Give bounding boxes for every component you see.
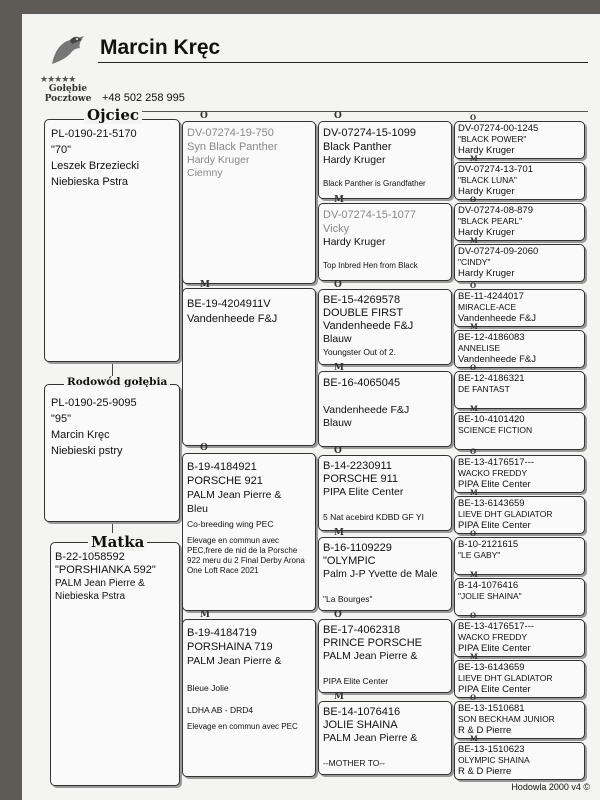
g3-7-breeder: PALM Jean Pierre & [323, 650, 418, 662]
g4-3-name: "BLACK PEARL" [458, 216, 523, 226]
g4-8-name: SCIENCE FICTION [458, 425, 533, 435]
g3-3-name: DOUBLE FIRST [323, 307, 404, 319]
g2-box-4[interactable] [182, 619, 316, 777]
header-rule-2 [98, 111, 588, 112]
header-rule [98, 62, 588, 63]
g4-9-breeder: PIPA Elite Center [458, 479, 531, 490]
g3-1-note: Black Panther is Grandfather [323, 179, 426, 188]
g4-3-male-symbol: O [470, 195, 477, 204]
g4-15-breeder: R & D Pierre [458, 725, 512, 736]
g3-3-note: Youngster Out of 2. [323, 347, 396, 357]
g4-4-name: "CINDY" [458, 257, 491, 267]
g4-3-breeder: Hardy Kruger [458, 227, 515, 238]
g4-6-name: ANNELISE [458, 343, 501, 353]
g3-box-8[interactable] [318, 701, 452, 775]
g4-13-ring: BE-13-4176517--- [458, 621, 535, 632]
g3-box-3[interactable] [318, 289, 452, 365]
eagle-logo [34, 34, 98, 104]
g3-5-ring: B-14-2230911 [323, 460, 392, 472]
g4-15-name: SON BECKHAM JUNIOR [458, 714, 555, 724]
g4-14-name: LIEVE DHT GLADIATOR [458, 673, 553, 683]
g4-13-breeder: PIPA Elite Center [458, 643, 531, 654]
g4-15-ring: BE-13-1510681 [458, 703, 525, 714]
g3-5-breeder: PIPA Elite Center [323, 486, 404, 498]
logo-text-line-2: Pocztowe [44, 94, 92, 104]
g2-4-breeder: PALM Jean Pierre & [187, 655, 282, 667]
g4-10-female-symbol: M [470, 488, 478, 497]
g3-3-breeder: Vandenheede F&J [323, 320, 414, 332]
g2-4-name: PORSHAINA 719 [187, 641, 273, 653]
g3-4-color: Blauw [323, 417, 352, 429]
g2-1-breeder: Hardy Kruger [187, 154, 250, 166]
g4-7-ring: BE-12-4186321 [458, 373, 525, 384]
g3-5-note: 5 Nat acebird KDBD GF YI [323, 512, 424, 522]
g4-4-female-symbol: M [470, 236, 478, 245]
sire-box[interactable] [44, 119, 180, 362]
g2-2-female-symbol: M [200, 280, 210, 290]
g3-2-name: Vicky [323, 223, 350, 235]
g4-9-ring: BE-13-4176517--- [458, 457, 535, 468]
g4-12-female-symbol: M [470, 570, 478, 579]
g2-1-name: Syn Black Panther [187, 141, 278, 153]
g3-7-note: PIPA Elite Center [323, 676, 389, 686]
g3-4-breeder: Vandenheede F&J [323, 404, 410, 416]
g3-box-4[interactable] [318, 371, 452, 447]
g4-13-male-symbol: O [470, 611, 477, 620]
g4-8-female-symbol: M [470, 404, 478, 413]
owner-name: Marcin Kręc [100, 36, 221, 59]
g4-3-ring: DV-07274-08-879 [458, 205, 533, 216]
g2-box-2[interactable] [182, 288, 316, 446]
g4-16-breeder: R & D Pierre [458, 766, 512, 777]
dam-name: "PORSHIANKA 592" [55, 564, 156, 576]
g4-5-male-symbol: O [470, 281, 477, 290]
g4-10-ring: BE-13-6143659 [458, 498, 525, 509]
g4-1-breeder: Hardy Kruger [458, 145, 515, 156]
g2-3-ring: B-19-4184921 [187, 461, 257, 473]
g4-11-male-symbol: O [470, 529, 477, 538]
g3-7-male-symbol: O [334, 610, 342, 620]
g3-3-male-symbol: O [334, 280, 342, 290]
g4-16-female-symbol: M [470, 734, 478, 743]
g3-5-male-symbol: O [334, 446, 342, 456]
g3-2-note: Top Inbred Hen from Black [323, 261, 418, 270]
g2-4-ring: B-19-4184719 [187, 627, 257, 639]
g2-3-breeder: PALM Jean Pierre & [187, 489, 282, 501]
g3-1-breeder: Hardy Kruger [323, 154, 386, 166]
g3-6-ring: B-16-1109229 [323, 542, 392, 554]
g4-11-ring: B-10-2121615 [458, 539, 519, 550]
g2-2-breeder: Vandenheede F&J [187, 313, 278, 325]
g3-2-ring: DV-07274-15-1077 [323, 209, 416, 221]
eagle-icon [48, 34, 88, 68]
g4-5-name: MIRACLE-ACE [458, 302, 517, 312]
g4-5-ring: BE-11-4244017 [458, 291, 524, 302]
g2-4-color: Bleue Jolie [187, 683, 229, 693]
g3-box-6[interactable] [318, 537, 452, 611]
g4-14-breeder: PIPA Elite Center [458, 684, 531, 695]
g4-10-name: LIEVE DHT GLADIATOR [458, 509, 553, 519]
g3-8-breeder: PALM Jean Pierre & [323, 732, 418, 744]
g4-16-ring: BE-13-1510623 [458, 744, 525, 755]
g3-6-female-symbol: M [334, 528, 344, 538]
subject-label: Rodowód gołębia [64, 376, 170, 388]
g2-3-color: Bleu [187, 503, 209, 515]
stars-icon: ★★★★★ [40, 74, 76, 84]
g3-box-7[interactable] [318, 619, 452, 693]
g3-6-name: "OLYMPIC [323, 555, 376, 567]
g4-13-name: WACKO FREDDY [458, 632, 528, 642]
connector-g2-b [316, 340, 317, 420]
g4-12-ring: B-14-1076416 [458, 580, 519, 591]
g4-6-female-symbol: M [470, 322, 478, 331]
g4-9-male-symbol: O [470, 447, 477, 456]
g3-box-5[interactable] [318, 455, 452, 531]
g3-2-female-symbol: M [334, 195, 344, 205]
g2-1-male-symbol: O [200, 111, 208, 121]
g4-4-breeder: Hardy Kruger [458, 268, 515, 279]
g3-1-male-symbol: O [334, 111, 342, 121]
g2-3-male-symbol: O [200, 443, 208, 453]
g2-1-color: Ciemny [187, 167, 223, 179]
g4-1-male-symbol: O [470, 113, 477, 122]
owner-phone: +48 502 258 995 [102, 92, 185, 104]
g4-5-breeder: Vandenheede F&J [458, 313, 536, 324]
g3-6-note: "La Bourges" [323, 594, 373, 604]
dam-color: Niebieska Pstra [55, 591, 126, 602]
g4-11-name: "LE GABY" [458, 550, 501, 560]
footer-version: Hodowla 2000 v4 © [511, 782, 590, 792]
subject-owner: Marcin Kręc [51, 429, 110, 441]
subject-name: "95" [51, 413, 72, 425]
sire-color: Niebieska Pstra [51, 176, 129, 188]
subject-ring: PL-0190-25-9095 [51, 397, 137, 409]
g4-14-female-symbol: M [470, 652, 478, 661]
g4-2-ring: DV-07274-13-701 [458, 164, 533, 175]
subject-box[interactable] [44, 384, 180, 522]
g3-4-ring: BE-16-4065045 [323, 377, 401, 389]
logo-text-line-1: Gołębie [48, 84, 88, 94]
dam-box[interactable] [50, 542, 180, 786]
g4-2-female-symbol: M [470, 154, 478, 163]
g3-7-name: PRINCE PORSCHE [323, 637, 423, 649]
g2-4-female-symbol: M [200, 610, 210, 620]
g4-box-16[interactable] [454, 742, 585, 780]
g4-box-8[interactable] [454, 412, 585, 450]
g3-box-2[interactable] [318, 203, 452, 281]
g4-8-ring: BE-10-4101420 [458, 414, 525, 425]
connector-g2-a [316, 175, 317, 275]
g4-1-name: "BLACK POWER" [458, 134, 527, 144]
g3-8-ring: BE-14-1076416 [323, 706, 401, 718]
g3-8-note: --MOTHER TO-- [323, 758, 386, 768]
sire-breeder: Leszek Brzeziecki [51, 160, 140, 172]
g4-4-ring: DV-07274-09-2060 [458, 246, 539, 257]
g2-4-dna: LDHA AB - DRD4 [187, 705, 254, 715]
g3-6-breeder: Palm J-P Yvette de Male [323, 568, 438, 580]
g2-box-1[interactable] [182, 121, 316, 284]
g4-1-ring: DV-07274-00-1245 [458, 123, 539, 134]
g2-3-name: PORSCHE 921 [187, 475, 263, 487]
g4-6-ring: BE-12-4186083 [458, 332, 525, 343]
sire-label: Ojciec [84, 106, 142, 124]
g2-3-info: Co-breeding wing PEC [187, 519, 274, 529]
dam-ring: B-22-1058592 [55, 551, 125, 563]
g4-12-name: "JOLIE SHAINA" [458, 591, 522, 601]
g4-2-name: "BLACK LUNA" [458, 175, 517, 185]
dam-label: Matka [88, 533, 147, 551]
dam-breeder: PALM Jean Pierre & [55, 578, 145, 589]
g2-4-note: Elevage en commun avec PEC [187, 722, 298, 731]
g3-box-1[interactable] [318, 121, 452, 199]
g3-1-name: Black Panther [323, 141, 392, 153]
g3-3-color: Blauw [323, 333, 352, 345]
g2-box-3[interactable] [182, 453, 316, 611]
connector-g2-c [316, 490, 317, 570]
subject-color: Niebieski pstry [51, 445, 123, 457]
connector-g2-d [316, 660, 317, 740]
g3-3-ring: BE-15-4269578 [323, 294, 401, 306]
sire-name: "70" [51, 144, 72, 156]
g2-2-ring: BE-19-4204911V [187, 298, 271, 310]
sire-ring: PL-0190-21-5170 [51, 128, 137, 140]
g4-7-male-symbol: O [470, 363, 477, 372]
g3-2-breeder: Hardy Kruger [323, 236, 386, 248]
g2-3-note: Elevage en commun avec PEC,frere de nid de la Porsche 922 meru du 2 Final Derby Arona One Loft Race 2021 [187, 536, 305, 575]
g3-5-name: PORSCHE 911 [323, 473, 398, 485]
g3-8-name: JOLIE SHAINA [323, 719, 398, 731]
g4-10-breeder: PIPA Elite Center [458, 520, 531, 531]
g4-7-name: DE FANTAST [458, 384, 510, 394]
g4-15-male-symbol: O [470, 693, 477, 702]
g3-7-ring: BE-17-4062318 [323, 624, 401, 636]
g2-1-ring: DV-07274-19-750 [187, 127, 274, 139]
g3-8-female-symbol: M [334, 692, 344, 702]
g4-2-breeder: Hardy Kruger [458, 186, 515, 197]
g4-box-4[interactable] [454, 244, 585, 282]
g4-16-name: OLYMPIC SHAINA [458, 755, 530, 765]
g4-9-name: WACKO FREDDY [458, 468, 528, 478]
g4-6-breeder: Vandenheede F&J [458, 354, 536, 365]
g3-4-female-symbol: M [334, 363, 344, 373]
g4-14-ring: BE-13-6143659 [458, 662, 525, 673]
g3-1-ring: DV-07274-15-1099 [323, 127, 416, 139]
